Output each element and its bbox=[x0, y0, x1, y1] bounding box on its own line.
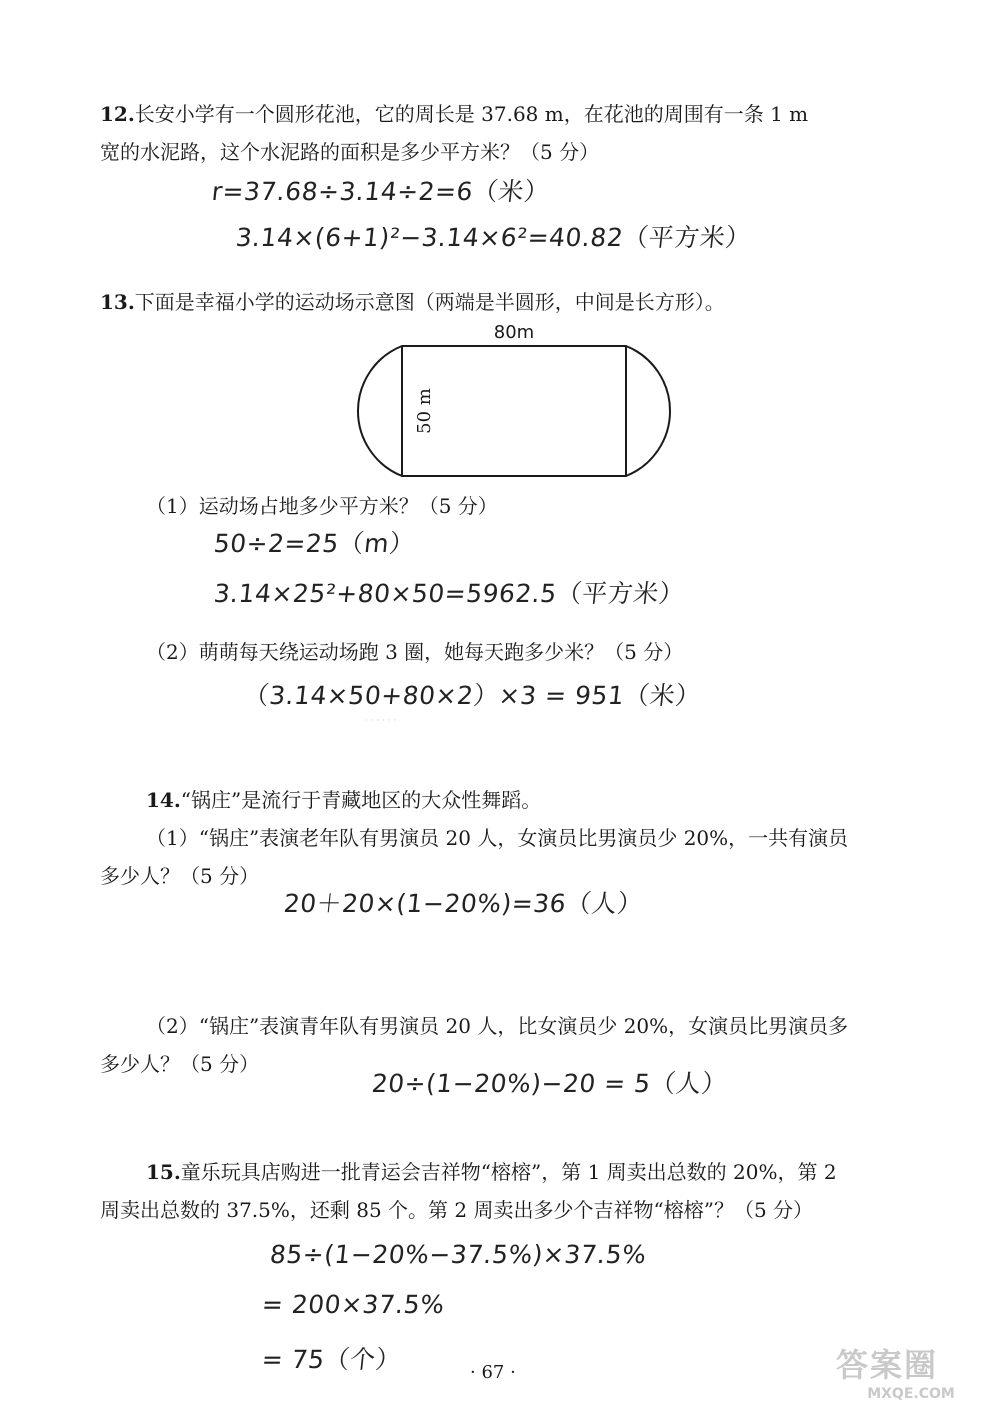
q13-line1 bbox=[100, 288, 725, 316]
q12-number: 12. bbox=[100, 102, 135, 126]
q15-answer-1: 85÷(1−20%−37.5%)×37.5% bbox=[268, 1240, 648, 1269]
watermark-logo-text: 答案圈 bbox=[836, 1346, 939, 1384]
q12-line2: 宽的水泥路，这个水泥路的面积是多少平方米？（5 分） bbox=[100, 140, 600, 164]
faint-smudge: · · · · · · bbox=[365, 716, 397, 726]
q13-number: 13. bbox=[100, 290, 135, 314]
q15-line1 bbox=[146, 1158, 837, 1186]
q12-answer-2: 3.14×(6+1)²−3.14×6²=40.82（平方米） bbox=[234, 223, 753, 252]
q14-part1-line2: 多少人？（5 分） bbox=[100, 864, 260, 888]
track-width-label: 50 m bbox=[414, 388, 435, 434]
q13-text-1: 下面是幸福小学的运动场示意图（两端是半圆形，中间是长方形）。 bbox=[134, 290, 725, 314]
q12-answer-1: r=37.68÷3.14÷2=6（米） bbox=[210, 177, 551, 206]
q13-part2-answer: （3.14×50+80×2）×3 = 951（米） bbox=[242, 681, 703, 710]
q14-text-1: “锅庄”是流行于青藏地区的大众性舞蹈。 bbox=[180, 788, 542, 812]
q15-answer-2: = 200×37.5% bbox=[260, 1290, 447, 1319]
q14-part2-answer: 20÷(1−20%)−20 = 5（人） bbox=[370, 1069, 729, 1098]
q13-part2: （2）萌萌每天绕运动场跑 3 圈，她每天跑多少米？（5 分） bbox=[146, 640, 684, 664]
watermark-logo bbox=[836, 1340, 986, 1400]
q15-text-1: 童乐玩具店购进一批青运会吉祥物“榕榕”，第 1 周卖出总数的 20%，第 2 bbox=[180, 1160, 837, 1184]
track-length-label: 80m bbox=[493, 322, 535, 343]
q14-part2-line1: （2）“锅庄”表演青年队有男演员 20 人，比女演员少 20%，女演员比男演员多 bbox=[146, 1014, 849, 1038]
page-number: · 67 · bbox=[470, 1362, 516, 1383]
q15-number: 15. bbox=[146, 1160, 181, 1184]
q14-line1 bbox=[146, 786, 541, 814]
q13-part1-answer-2: 3.14×25²+80×50=5962.5（平方米） bbox=[212, 579, 686, 608]
q14-part1-line1: （1）“锅庄”表演老年队有男演员 20 人，女演员比男演员少 20%，一共有演员 bbox=[146, 826, 849, 850]
track-diagram-svg bbox=[330, 318, 690, 488]
track-diagram bbox=[330, 318, 690, 488]
track-outline bbox=[358, 346, 670, 476]
q14-part1-answer: 20＋20×(1−20%)=36（人） bbox=[282, 889, 645, 918]
q13-part1-answer-1: 50÷2=25（m） bbox=[212, 529, 417, 558]
q15-answer-3: = 75（个） bbox=[260, 1345, 403, 1374]
watermark-url: MXQE.COM bbox=[867, 1386, 955, 1402]
q14-number: 14. bbox=[146, 788, 181, 812]
q13-part1: （1）运动场占地多少平方米？（5 分） bbox=[146, 494, 498, 518]
q14-part2-line2: 多少人？（5 分） bbox=[100, 1052, 260, 1076]
q15-line2: 周卖出总数的 37.5%，还剩 85 个。第 2 周卖出多少个吉祥物“榕榕”？（5 分） bbox=[100, 1198, 814, 1222]
q12-text-1: 长安小学有一个圆形花池，它的周长是 37.68 m，在花池的周围有一条 1 m bbox=[134, 102, 809, 126]
q12-line1 bbox=[100, 100, 808, 128]
